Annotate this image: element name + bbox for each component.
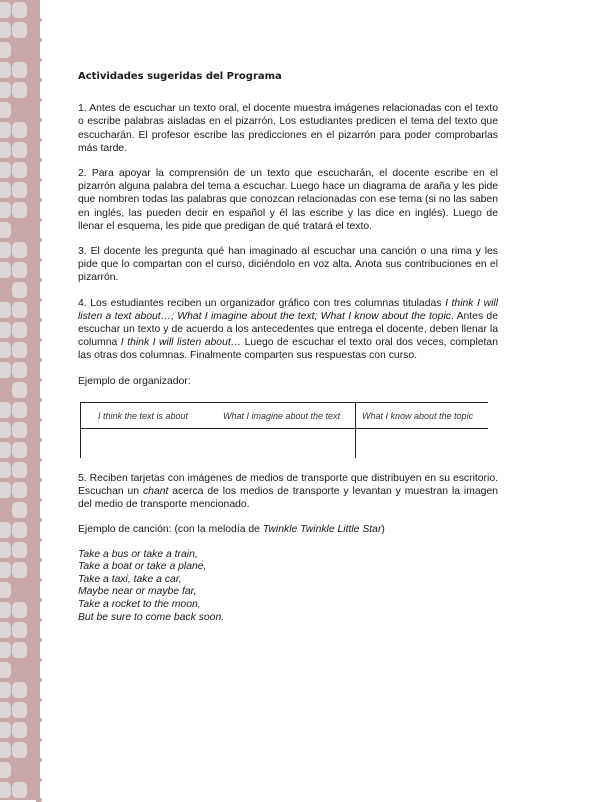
sidebar-pattern-tick <box>36 678 42 682</box>
sidebar-pattern-cell <box>12 242 27 258</box>
sidebar-pattern-cell <box>12 42 27 58</box>
sidebar-pattern-cell <box>12 102 27 118</box>
sidebar-pattern-cell <box>12 282 27 298</box>
sidebar-pattern-cell <box>12 222 27 238</box>
song-line: But be sure to come back soon. <box>78 611 225 623</box>
song-line: Take a rocket to the moon, <box>78 599 201 611</box>
sidebar-pattern-cell <box>12 82 27 98</box>
sidebar-pattern-cell <box>0 682 11 698</box>
organizer-header-row <box>80 403 488 429</box>
song-lyrics <box>78 549 498 625</box>
sidebar-pattern-tick <box>36 318 42 322</box>
sidebar-pattern-cell <box>0 382 11 398</box>
sidebar-pattern-cell <box>12 122 27 138</box>
sidebar-pattern-cell <box>12 262 27 278</box>
sidebar-pattern-cell <box>12 742 27 758</box>
sidebar-pattern-tick <box>36 178 42 182</box>
organizer-column-header: I think the text is about <box>98 410 189 421</box>
sidebar-pattern-tick <box>36 518 42 522</box>
sidebar-pattern-cell <box>12 602 27 618</box>
sidebar-pattern-cell <box>0 82 11 98</box>
song-line: Take a bus or take a train, <box>78 548 198 560</box>
song-label-text: Ejemplo de canción: (con la melodía de <box>78 524 263 536</box>
activity-4-column-italic: I think I will listen about… <box>120 337 242 349</box>
sidebar-pattern-tick <box>36 98 42 102</box>
sidebar-pattern-tick <box>36 78 42 82</box>
sidebar-pattern-tick <box>36 138 42 142</box>
sidebar-pattern-tick <box>36 358 42 362</box>
section-title: Actividades sugeridas del Programa <box>78 71 282 82</box>
sidebar-pattern-cell <box>12 562 27 578</box>
activity-3: 3. El docente les pregunta qué han imaginado al escuchar una canción o una rima y les pide que lo compartan con el curso, diciéndolo en voz alta. Anota sus contribuciones en el pizarrón. <box>78 246 498 284</box>
sidebar-pattern-cell <box>0 422 11 438</box>
sidebar-pattern-cell <box>12 62 27 78</box>
song-label-text: ) <box>381 524 385 536</box>
sidebar-pattern-cell <box>12 482 27 498</box>
sidebar-pattern-cell <box>0 502 11 518</box>
sidebar-pattern-cell <box>12 422 27 438</box>
sidebar-pattern-cell <box>12 722 27 738</box>
sidebar-pattern-tick <box>36 718 42 722</box>
sidebar-pattern-tick <box>36 118 42 122</box>
sidebar-pattern-tick <box>36 598 42 602</box>
sidebar-pattern-cell <box>0 62 11 78</box>
sidebar-pattern-tick <box>36 578 42 582</box>
sidebar-pattern-cell <box>0 602 11 618</box>
song-melody-italic: Twinkle Twinkle Little Star <box>262 524 382 536</box>
organizer-table <box>80 402 488 458</box>
sidebar-pattern-cell <box>12 682 27 698</box>
sidebar-pattern-cell <box>12 2 27 18</box>
sidebar-pattern-cell <box>12 522 27 538</box>
sidebar-pattern-cell <box>0 362 11 378</box>
sidebar-pattern-cell <box>0 402 11 418</box>
sidebar-pattern-cell <box>0 722 11 738</box>
sidebar-pattern-tick <box>36 38 42 42</box>
sidebar-pattern-cell <box>0 262 11 278</box>
sidebar-pattern-tick <box>36 238 42 242</box>
sidebar-pattern-cell <box>0 122 11 138</box>
organizer-column-header: What I imagine about the text <box>223 410 341 421</box>
sidebar-pattern-cell <box>0 742 11 758</box>
sidebar-pattern-tick <box>36 218 42 222</box>
song-line: Take a boat or take a plane, <box>78 561 207 573</box>
sidebar-pattern-cell <box>0 22 11 38</box>
sidebar-pattern-tick <box>36 758 42 762</box>
sidebar-pattern-cell <box>0 162 11 178</box>
sidebar-pattern-tick <box>36 338 42 342</box>
sidebar-pattern-cell <box>0 42 11 58</box>
sidebar-pattern-tick <box>36 458 42 462</box>
sidebar-pattern-cell <box>0 302 11 318</box>
sidebar-pattern-tick <box>36 398 42 402</box>
sidebar-pattern-cell <box>12 202 27 218</box>
sidebar-pattern-cell <box>0 762 11 778</box>
sidebar-pattern-cell <box>12 402 27 418</box>
sidebar-pattern-tick <box>36 798 42 802</box>
sidebar-pattern-tick <box>36 778 42 782</box>
sidebar-pattern-cell <box>0 2 11 18</box>
sidebar-pattern-tick <box>36 478 42 482</box>
activity-4-text: . Antes de escuchar un texto y de acuerdo a los antecedentes que entrega el docente, deben llenar la columna <box>78 310 498 349</box>
sidebar-pattern-cell <box>0 282 11 298</box>
sidebar-pattern-cell <box>12 762 27 778</box>
sidebar-pattern-cell <box>0 442 11 458</box>
sidebar-pattern-cell <box>12 362 27 378</box>
activity-4-text: 4. Los estudiantes reciben un organizador gráfico con tres columnas tituladas <box>78 297 446 309</box>
sidebar-pattern-cell <box>0 782 11 798</box>
sidebar-pattern-tick <box>36 158 42 162</box>
sidebar-pattern-tick <box>36 278 42 282</box>
sidebar-pattern-cell <box>12 142 27 158</box>
sidebar-pattern-cell <box>12 342 27 358</box>
sidebar-pattern-cell <box>12 622 27 638</box>
chant-italic: chant <box>142 486 169 498</box>
sidebar-pattern-cell <box>12 662 27 678</box>
sidebar-pattern-tick <box>36 258 42 262</box>
activity-4-columns-italic: I think I will listen a text about…; What I imagine about the text; What I know about the topic <box>78 297 499 322</box>
activity-4-text: Luego de escuchar el texto oral dos veces, completan las otras dos columnas. Finalmente comparten sus respuestas con curso. <box>78 337 498 362</box>
song-line: Take a taxi, take a car, <box>78 573 182 585</box>
sidebar-pattern-cell <box>0 222 11 238</box>
sidebar-pattern-tick <box>36 58 42 62</box>
sidebar-pattern-cell <box>0 242 11 258</box>
sidebar-pattern-cell <box>12 502 27 518</box>
sidebar-pattern-cell <box>12 22 27 38</box>
sidebar-pattern-cell <box>12 442 27 458</box>
sidebar-pattern-tick <box>36 618 42 622</box>
sidebar-pattern-cell <box>12 162 27 178</box>
sidebar-pattern-cell <box>12 322 27 338</box>
sidebar-pattern-tick <box>36 378 42 382</box>
sidebar-pattern-cell <box>0 202 11 218</box>
document-page <box>78 70 498 624</box>
activity-1: 1. Antes de escuchar un texto oral, el docente muestra imágenes relacionadas con el texto o escribe palabras aisladas en el pizarrón. Los estudiantes predicen el tema del texto que escucharán. El profesor escribe las predicciones en el pizarrón para poder comprobarlas más tarde. <box>78 103 498 154</box>
sidebar-pattern-cell <box>12 782 27 798</box>
sidebar-pattern-tick <box>36 638 42 642</box>
sidebar-pattern-cell <box>0 322 11 338</box>
activity-2: 2. Para apoyar la comprensión de un texto que escucharán, el docente escribe en el pizarrón alguna palabra del tema a escuchar. Luego hace un diagrama de araña y les pide que nombren todas las palabras que conozcan relacionadas con ese tema (si no las saben en inglés, las pueden decir en español y él las escribe y las dice en inglés). Luego de llenar el esquema, les pide que predigan de qué tratará el texto. <box>78 168 498 232</box>
sidebar-pattern-tick <box>36 298 42 302</box>
sidebar-pattern-cell <box>12 642 27 658</box>
decorative-sidebar <box>0 0 40 800</box>
sidebar-pattern-cell <box>0 562 11 578</box>
sidebar-pattern-cell <box>12 702 27 718</box>
sidebar-pattern-tick <box>36 438 42 442</box>
sidebar-pattern-cell <box>0 622 11 638</box>
sidebar-pattern-cell <box>0 522 11 538</box>
activity-5-text: acerca de los medios de transporte y levantan y muestran la imagen del medio de transporte mencionado. <box>78 486 498 511</box>
sidebar-pattern-tick <box>36 658 42 662</box>
sidebar-pattern-cell <box>12 182 27 198</box>
sidebar-pattern-cell <box>12 382 27 398</box>
sidebar-pattern-tick <box>36 498 42 502</box>
organizer-label: Ejemplo de organizador: <box>78 375 191 387</box>
sidebar-pattern-cell <box>0 482 11 498</box>
song-label <box>78 523 498 536</box>
sidebar-pattern-tick <box>36 18 42 22</box>
sidebar-pattern-cell <box>0 102 11 118</box>
sidebar-pattern-cell <box>0 182 11 198</box>
activity-5-text: 5. Reciben tarjetas con imágenes de medios de transporte que distribuyen en su escritorio. Escuchan un <box>78 472 498 498</box>
sidebar-pattern-cell <box>0 662 11 678</box>
activity-4 <box>78 297 498 363</box>
sidebar-pattern-tick <box>36 738 42 742</box>
sidebar-pattern-tick <box>36 198 42 202</box>
sidebar-pattern-cell <box>0 462 11 478</box>
organizer-column-header: What I know about the topic <box>362 410 474 421</box>
sidebar-pattern-tick <box>36 698 42 702</box>
sidebar-pattern-cell <box>0 342 11 358</box>
sidebar-pattern-tick <box>36 418 42 422</box>
sidebar-pattern-cell <box>12 582 27 598</box>
sidebar-pattern-cell <box>0 542 11 558</box>
sidebar-pattern-cell <box>12 542 27 558</box>
activity-5 <box>78 472 498 512</box>
sidebar-pattern-cell <box>0 642 11 658</box>
sidebar-pattern-cell <box>0 702 11 718</box>
song-line: Maybe near or maybe far, <box>78 586 197 598</box>
sidebar-pattern-cell <box>12 302 27 318</box>
sidebar-pattern-tick <box>36 538 42 542</box>
sidebar-pattern-tick <box>36 558 42 562</box>
sidebar-pattern-cell <box>0 582 11 598</box>
sidebar-pattern-cell <box>12 462 27 478</box>
sidebar-pattern-cell <box>0 142 11 158</box>
